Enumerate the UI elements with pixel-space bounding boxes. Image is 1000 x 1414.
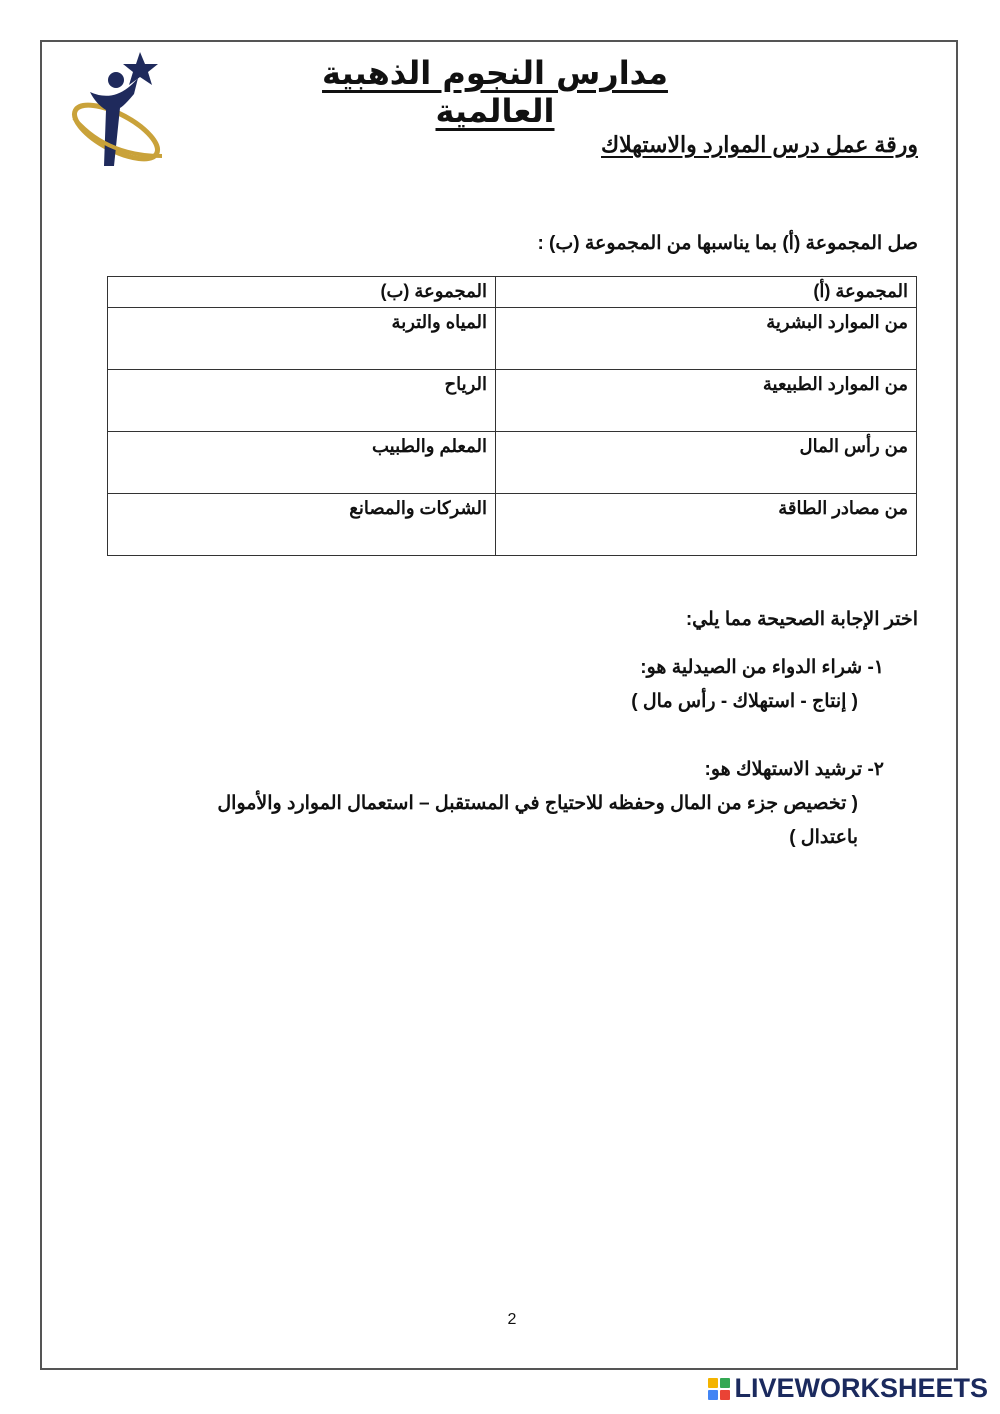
liveworksheets-logo[interactable] <box>708 1373 988 1404</box>
table-row <box>108 494 917 556</box>
group-a-item[interactable]: من الموارد الطبيعية <box>496 370 917 432</box>
group-b-item[interactable]: الرياح <box>108 370 496 432</box>
multiple-choice-instruction: اختر الإجابة الصحيحة مما يلي: <box>685 609 918 630</box>
column-a-header: المجموعة (أ) <box>496 277 917 308</box>
liveworksheets-brand: LIVEWORKSHEETS <box>734 1373 988 1403</box>
worksheet-title: ورقة عمل درس الموارد والاستهلاك <box>601 132 918 157</box>
column-b-header: المجموعة (ب) <box>108 277 496 308</box>
question-2-options[interactable]: ( تخصيص جزء من المال وحفظه للاحتياج في المستقبل – استعمال الموارد والأموال <box>217 793 858 814</box>
page-number: 2 <box>507 1311 517 1328</box>
question-1: ١- شراء الدواء من الصيدلية هو: <box>640 657 884 678</box>
group-a-item[interactable]: من مصادر الطاقة <box>496 494 917 556</box>
question-2-options-continued[interactable]: باعتدال ) <box>789 827 858 848</box>
group-b-item[interactable]: المياه والتربة <box>108 308 496 370</box>
group-a-item[interactable]: من رأس المال <box>496 432 917 494</box>
liveworksheets-squares-icon <box>708 1378 730 1400</box>
table-row <box>108 308 917 370</box>
table-header-row <box>108 277 917 308</box>
matching-instruction: صل المجموعة (أ) بما يناسبها من المجموعة (ب) : <box>537 233 918 254</box>
question-1-options[interactable]: ( إنتاج - استهلاك - رأس مال ) <box>631 691 858 712</box>
school-logo-icon <box>66 48 170 174</box>
table-row <box>108 432 917 494</box>
group-b-item[interactable]: الشركات والمصانع <box>108 494 496 556</box>
table-row <box>108 370 917 432</box>
question-2: ٢- ترشيد الاستهلاك هو: <box>704 759 884 780</box>
school-name: مدارس النجوم الذهبية العالمية <box>322 54 668 130</box>
group-b-item[interactable]: المعلم والطبيب <box>108 432 496 494</box>
group-a-item[interactable]: من الموارد البشرية <box>496 308 917 370</box>
matching-table <box>107 276 917 556</box>
